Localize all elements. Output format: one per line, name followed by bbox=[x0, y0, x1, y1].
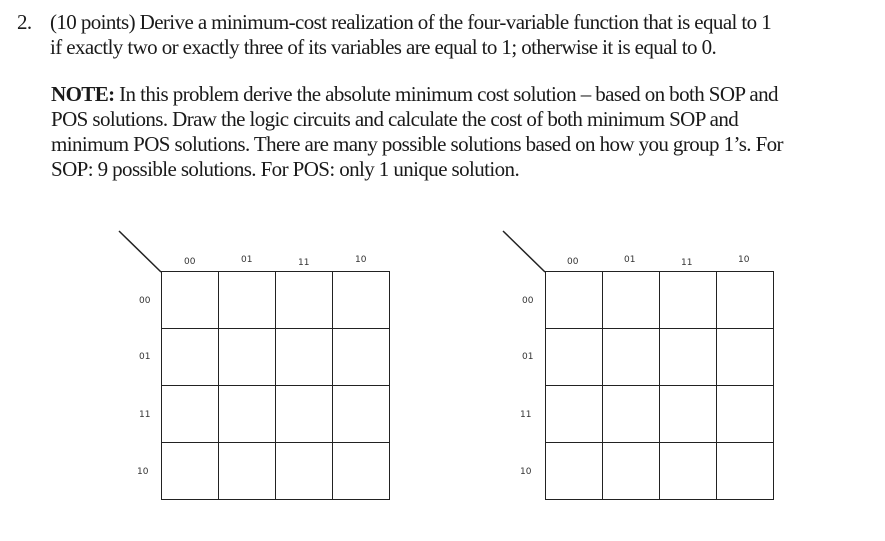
kmap-col-label: 10 bbox=[738, 255, 750, 265]
kmap-cell[interactable] bbox=[333, 443, 390, 500]
kmap-cell[interactable] bbox=[276, 272, 333, 329]
kmap-row-label: 01 bbox=[522, 352, 534, 362]
kmap-cell[interactable] bbox=[546, 329, 603, 386]
kmap-row-label: 10 bbox=[137, 467, 149, 477]
kmap-cell[interactable] bbox=[162, 386, 219, 443]
kmap-cell[interactable] bbox=[162, 272, 219, 329]
kmap-row-label: 01 bbox=[139, 352, 151, 362]
note-line-4: SOP: 9 possible solutions. For POS: only 1 unique solution. bbox=[51, 157, 520, 181]
kmap-col-label: 01 bbox=[241, 255, 253, 265]
kmap-cell[interactable] bbox=[603, 386, 660, 443]
kmap-cell[interactable] bbox=[276, 329, 333, 386]
kmap-cell[interactable] bbox=[333, 386, 390, 443]
kmap-cell[interactable] bbox=[603, 272, 660, 329]
kmap-cell[interactable] bbox=[276, 443, 333, 500]
note-label: NOTE: bbox=[51, 82, 115, 106]
kmap-col-label: 00 bbox=[184, 257, 196, 267]
kmap-col-label: 11 bbox=[298, 258, 310, 268]
kmap-cell[interactable] bbox=[546, 386, 603, 443]
kmap-col-label: 11 bbox=[681, 258, 693, 268]
kmap-col-label: 10 bbox=[355, 255, 367, 265]
note-paragraph bbox=[51, 82, 861, 182]
note-line-1-text: In this problem derive the absolute minimum cost solution – based on both SOP and bbox=[114, 82, 778, 106]
problem-line-2: if exactly two or exactly three of its variables are equal to 1; otherwise it is equal to 0. bbox=[50, 35, 717, 59]
kmap-cell[interactable] bbox=[717, 329, 774, 386]
note-line-3: minimum POS solutions. There are many possible solutions based on how you group 1’s. For bbox=[51, 132, 783, 156]
kmap-row-label: 00 bbox=[522, 296, 534, 306]
kmap-col-label: 00 bbox=[567, 257, 579, 267]
kmap-cell[interactable] bbox=[333, 272, 390, 329]
kmap-cell[interactable] bbox=[717, 386, 774, 443]
kmap-col-label: 01 bbox=[624, 255, 636, 265]
kmap-row-label: 00 bbox=[139, 296, 151, 306]
note-line-2: POS solutions. Draw the logic circuits and calculate the cost of both minimum SOP and bbox=[51, 107, 739, 131]
kmap-cell[interactable] bbox=[162, 443, 219, 500]
kmap-cell[interactable] bbox=[162, 329, 219, 386]
problem-line-1: (10 points) Derive a minimum-cost realization of the four-variable function that is equal to 1 bbox=[50, 10, 772, 34]
kmap-cell[interactable] bbox=[219, 443, 276, 500]
kmap-diagonal bbox=[0, 0, 1, 1]
kmap-cell[interactable] bbox=[219, 329, 276, 386]
kmap-cell[interactable] bbox=[546, 272, 603, 329]
kmap-row-label: 11 bbox=[139, 410, 151, 420]
kmap-grid bbox=[545, 271, 774, 500]
kmap-cell[interactable] bbox=[276, 386, 333, 443]
kmap-row-label: 10 bbox=[520, 467, 532, 477]
kmap-cell[interactable] bbox=[660, 386, 717, 443]
kmap-cell[interactable] bbox=[717, 443, 774, 500]
kmap-grid bbox=[161, 271, 390, 500]
kmap-cell[interactable] bbox=[219, 272, 276, 329]
kmap-cell[interactable] bbox=[219, 386, 276, 443]
problem-number: 2. bbox=[17, 10, 32, 34]
kmap-cell[interactable] bbox=[603, 443, 660, 500]
note-line-1 bbox=[51, 82, 861, 107]
kmap-row-label: 11 bbox=[520, 410, 532, 420]
kmap-cell[interactable] bbox=[603, 329, 660, 386]
kmap-cell[interactable] bbox=[333, 329, 390, 386]
kmap-cell[interactable] bbox=[717, 272, 774, 329]
kmap-cell[interactable] bbox=[546, 443, 603, 500]
kmap-cell[interactable] bbox=[660, 329, 717, 386]
kmap-cell[interactable] bbox=[660, 272, 717, 329]
kmap-cell[interactable] bbox=[660, 443, 717, 500]
